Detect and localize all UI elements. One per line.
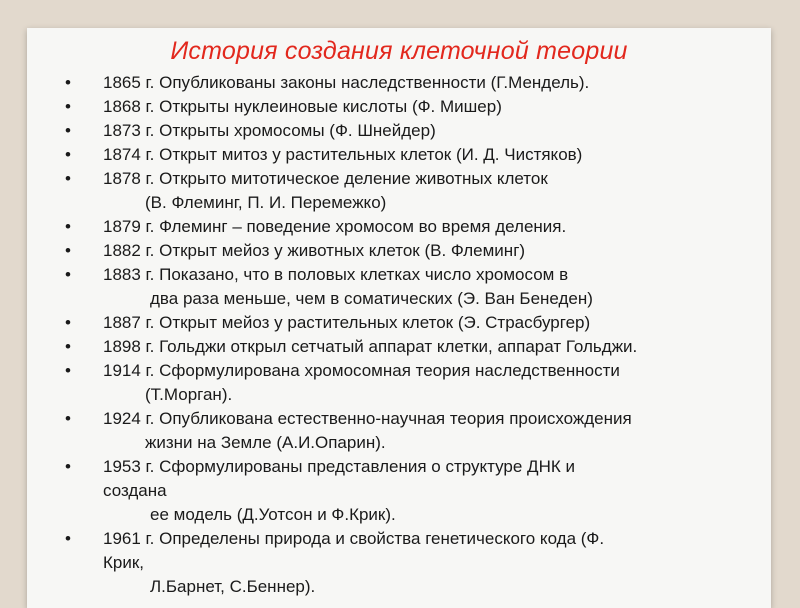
item-text: 1883 г. Показано, что в половых клетках число хромосом в <box>103 265 569 284</box>
item-text-continued: два раза меньше, чем в соматических (Э. Ван Бенеден) <box>150 289 593 308</box>
item-text: 1961 г. Определены природа и свойства генетического кода (Ф. <box>103 529 605 548</box>
item-text-continued: Крик, <box>103 553 145 572</box>
list-item <box>27 335 771 359</box>
item-text-continued: Л.Барнет, С.Беннер). <box>150 577 316 596</box>
item-text-continued: (В. Флеминг, П. И. Перемежко) <box>145 193 387 212</box>
item-text: 1898 г. Гольджи открыл сетчатый аппарат клетки, аппарат Гольджи. <box>103 337 638 356</box>
list-item <box>27 215 771 239</box>
list-item <box>27 527 771 599</box>
bullet-icon: • <box>65 265 71 284</box>
bullet-icon: • <box>65 313 71 332</box>
item-text: 1924 г. Опубликована естественно-научная теория происхождения <box>103 409 632 428</box>
bullet-icon: • <box>65 361 71 380</box>
bullet-icon: • <box>65 529 71 548</box>
bullet-icon: • <box>65 241 71 260</box>
list-item <box>27 167 771 215</box>
list-item <box>27 71 771 95</box>
slide <box>27 28 771 608</box>
bullet-icon: • <box>65 409 71 428</box>
item-text: 1879 г. Флеминг – поведение хромосом во время деления. <box>103 217 567 236</box>
item-text-continued: (Т.Морган). <box>145 385 233 404</box>
bullet-icon: • <box>65 337 71 356</box>
item-text: 1882 г. Открыт мейоз у животных клеток (В. Флеминг) <box>103 241 526 260</box>
item-text: 1887 г. Открыт мейоз у растительных клеток (Э. Страсбургер) <box>103 313 591 332</box>
item-text: 1874 г. Открыт митоз у растительных клеток (И. Д. Чистяков) <box>103 145 583 164</box>
bullet-icon: • <box>65 217 71 236</box>
list-item <box>27 263 771 311</box>
item-text: 1865 г. Опубликованы законы наследственности (Г.Мендель). <box>103 73 590 92</box>
list-item <box>27 407 771 455</box>
item-text: 1914 г. Сформулирована хромосомная теория наследственности <box>103 361 620 380</box>
item-text: 1873 г. Открыты хромосомы (Ф. Шнейдер) <box>103 121 436 140</box>
bullet-icon: • <box>65 73 71 92</box>
slide-title: История создания клеточной теории <box>170 37 628 65</box>
list-item <box>27 455 771 527</box>
list-item <box>27 239 771 263</box>
bullet-icon: • <box>65 145 71 164</box>
timeline-list <box>27 71 771 599</box>
list-item <box>27 95 771 119</box>
list-item <box>27 143 771 167</box>
bullet-icon: • <box>65 121 71 140</box>
bullet-icon: • <box>65 97 71 116</box>
list-item <box>27 359 771 407</box>
list-item <box>27 311 771 335</box>
item-text: 1868 г. Открыты нуклеиновые кислоты (Ф. Мишер) <box>103 97 502 116</box>
bullet-icon: • <box>65 169 71 188</box>
list-item <box>27 119 771 143</box>
bullet-icon: • <box>65 457 71 476</box>
item-text: 1953 г. Сформулированы представления о структуре ДНК и <box>103 457 575 476</box>
item-text-continued: ее модель (Д.Уотсон и Ф.Крик). <box>150 505 396 524</box>
item-text: 1878 г. Открыто митотическое деление животных клеток <box>103 169 548 188</box>
item-text-continued: жизни на Земле (А.И.Опарин). <box>145 433 386 452</box>
item-text-continued: создана <box>103 481 167 500</box>
